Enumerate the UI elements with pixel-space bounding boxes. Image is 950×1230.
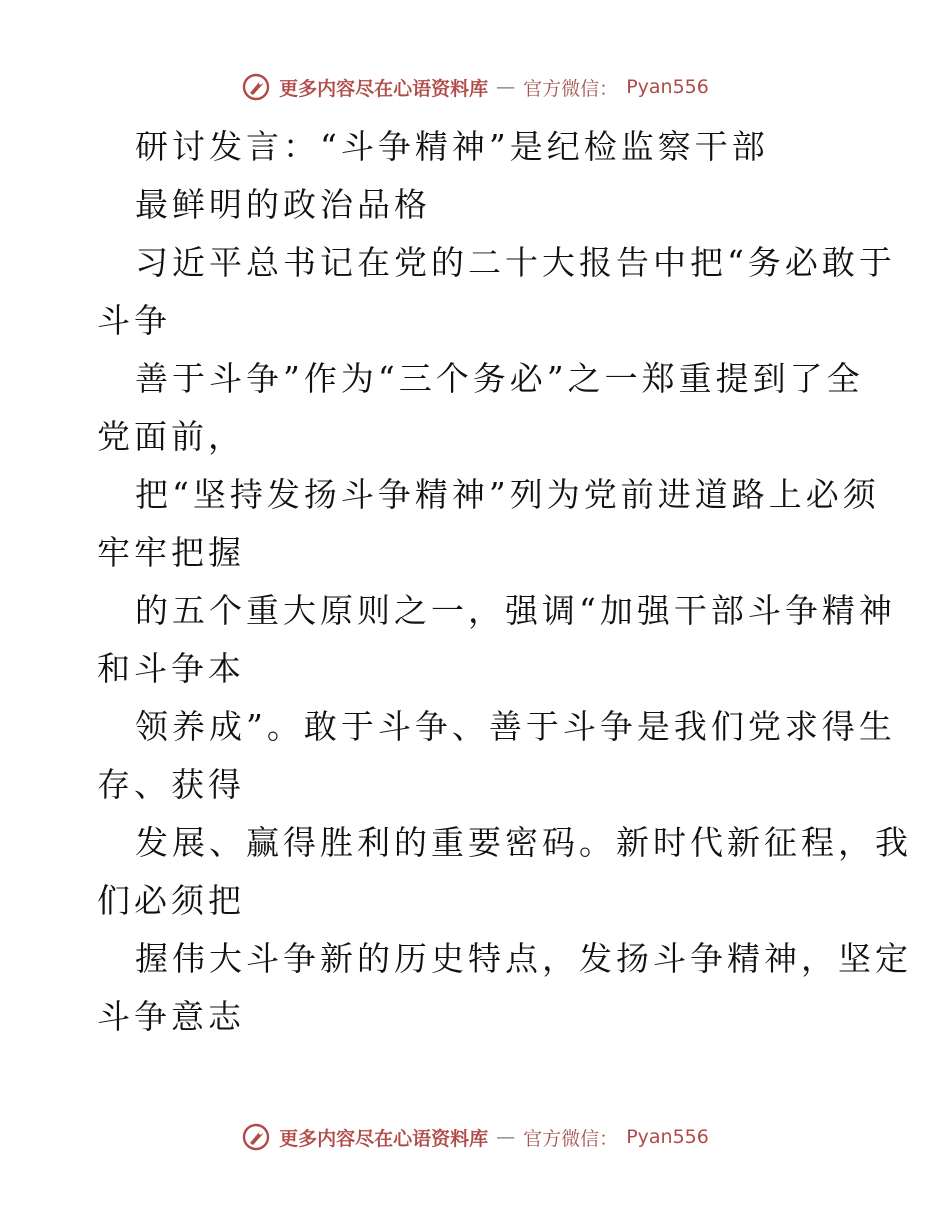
text-line: 斗争 [97,301,171,340]
text-line: 习近平总书记在党的二十大报告中把“务必敢于 [135,243,896,282]
text-line: 领养成”。敢于斗争、善于斗争是我们党求得生 [135,707,896,746]
text-line: 存、获得 [97,765,245,804]
title-line-2: 最鲜明的政治品格 [135,185,431,224]
text-line: 的五个重大原则之一，强调“加强干部斗争精神 [135,591,896,630]
watermark-wechat-id: Pyan556 [626,76,709,98]
text-line: 发展、赢得胜利的重要密码。新时代新征程，我 [135,823,912,862]
text-line: 斗争意志 [97,997,245,1036]
text-line: 们必须把 [97,881,245,920]
text-line: 和斗争本 [97,649,245,688]
watermark-separator: — [496,76,516,98]
footer-watermark [0,1122,950,1152]
title-line-1: 研讨发言：“斗争精神”是纪检监察干部 [135,127,769,166]
watermark-sub-text: 官方微信： [523,77,619,100]
text-line: 党面前， [97,417,245,456]
pen-nib-circle-icon [241,72,271,102]
text-line: 握伟大斗争新的历史特点，发扬斗争精神，坚定 [135,939,912,978]
text-line: 善于斗争”作为“三个务必”之一郑重提到了全 [135,359,864,398]
watermark-sub-text: 官方微信： [523,1127,619,1150]
watermark-separator: — [496,1126,516,1148]
text-line: 牢牢把握 [97,533,245,572]
header-watermark [0,72,950,102]
watermark-main-text: 更多内容尽在心语资料库 [279,1127,489,1150]
watermark-wechat-id: Pyan556 [626,1126,709,1148]
pen-nib-circle-icon [241,1122,271,1152]
document-body [0,118,950,1046]
text-line: 把“坚持发扬斗争精神”列为党前进道路上必须 [135,475,880,514]
watermark-main-text: 更多内容尽在心语资料库 [279,77,489,100]
